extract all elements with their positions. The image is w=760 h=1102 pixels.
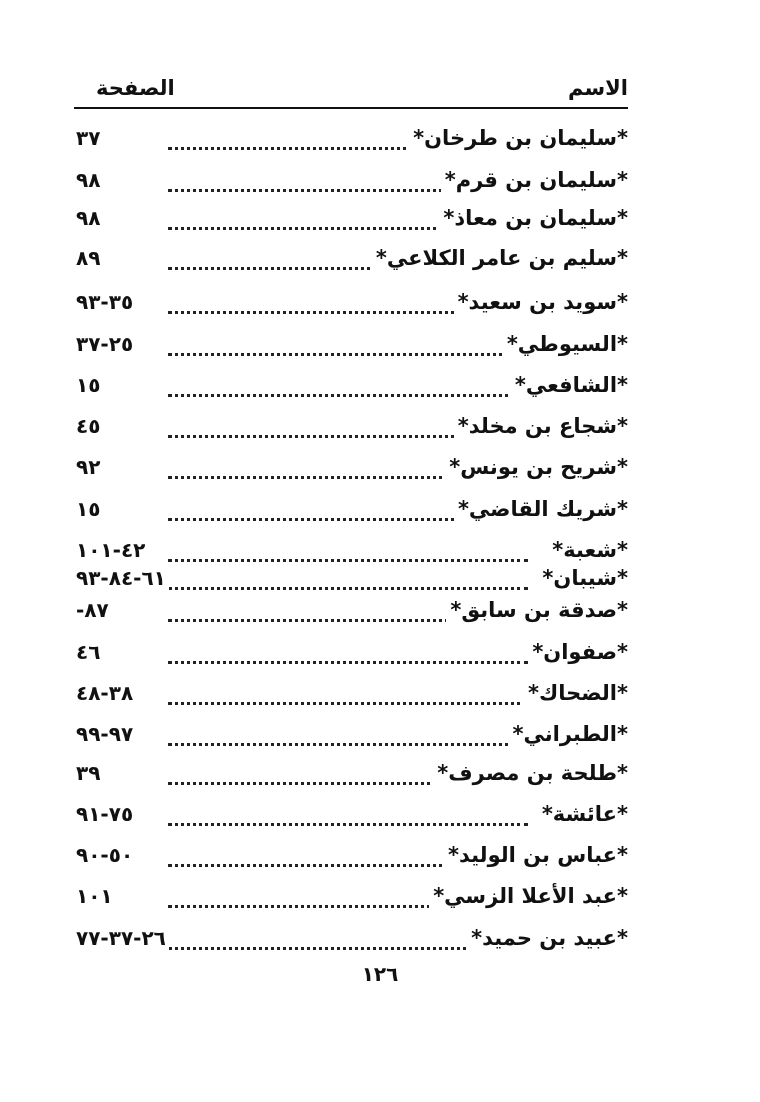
dot-leader <box>168 386 528 397</box>
entry-pages: ٨٩ <box>76 246 103 270</box>
list-item <box>74 204 628 238</box>
entry-pages: ٧٥-٩١ <box>76 802 136 826</box>
list-item <box>74 841 628 875</box>
entry-name: *عبد الأعلا الزسي* <box>429 884 628 908</box>
entry-pages: ٩٨ <box>76 206 103 230</box>
entry-pages: ٢٦-٣٧-٧٧ <box>76 926 169 950</box>
entry-name: *الطبراني* <box>509 722 628 746</box>
entry-name: *الشافعي* <box>511 373 628 397</box>
list-item <box>74 453 628 487</box>
list-item <box>74 244 628 278</box>
entry-pages: ٣٩ <box>76 761 103 785</box>
entry-name: *صدقة بن سابق* <box>446 598 628 622</box>
dot-leader <box>168 551 528 562</box>
entry-pages: ٣٥-٩٣ <box>76 290 136 314</box>
list-item <box>74 800 628 834</box>
entry-pages: ٩٢ <box>76 455 103 479</box>
entry-name: *شريك القاضي* <box>454 497 628 521</box>
entry-name: *سليمان بن معاذ* <box>439 206 628 230</box>
entry-name: *شيبان* <box>538 566 628 590</box>
page-column-heading: الصفحة <box>96 76 175 100</box>
list-item <box>74 495 628 529</box>
entry-name: *شعبة* <box>548 538 628 562</box>
dot-leader <box>168 694 528 705</box>
entry-pages: ٨٧- <box>76 598 112 622</box>
table-header <box>72 72 628 106</box>
entry-name: *صفوان* <box>528 640 628 664</box>
entry-name: *عبيد بن حميد* <box>467 926 628 950</box>
list-item <box>74 330 628 364</box>
list-item <box>74 720 628 754</box>
entry-pages: ١٠١ <box>76 884 116 908</box>
header-rule <box>74 107 628 109</box>
list-item <box>74 924 628 958</box>
entry-name: *سليمان بن قرم* <box>441 168 628 192</box>
list-item <box>74 124 628 158</box>
entry-name: *سليم بن عامر الكلاعي* <box>372 246 628 270</box>
entry-name: *شريح بن يونس* <box>445 455 628 479</box>
entry-pages: ٣٨-٤٨ <box>76 681 136 705</box>
list-item <box>74 882 628 916</box>
dot-leader <box>168 653 528 664</box>
dot-leader <box>168 815 528 826</box>
dot-leader <box>168 579 528 590</box>
entry-pages: ١٥ <box>76 497 103 521</box>
entry-name: *طلحة بن مصرف* <box>433 761 628 785</box>
entry-pages: ٤٥ <box>76 414 103 438</box>
entry-name: *عائشة* <box>538 802 628 826</box>
entry-pages: ٥٠-٩٠ <box>76 843 136 867</box>
entry-pages: ٦١-٨٤-٩٣ <box>76 566 169 590</box>
page-number: ١٢٦ <box>361 962 399 986</box>
entry-pages: ٤٦ <box>76 640 103 664</box>
list-item <box>74 166 628 200</box>
entry-name: *عباس بن الوليد* <box>444 843 628 867</box>
list-item <box>74 564 628 598</box>
entry-pages: ١٥ <box>76 373 103 397</box>
entry-pages: ٤٢-١٠١ <box>76 538 148 562</box>
dot-leader <box>168 345 528 356</box>
entry-name: *شجاع بن مخلد* <box>454 414 628 438</box>
entry-pages: ٣٧ <box>76 126 103 150</box>
entry-pages: ٢٥-٣٧ <box>76 332 136 356</box>
list-item <box>74 679 628 713</box>
name-column-heading: الاسم <box>568 76 628 100</box>
list-item <box>74 759 628 793</box>
dot-leader <box>168 735 528 746</box>
list-item <box>74 412 628 446</box>
entry-name: *الضحاك* <box>524 681 628 705</box>
entry-pages: ٩٧-٩٩ <box>76 722 136 746</box>
entry-name: *السيوطي* <box>503 332 628 356</box>
entry-name: *سويد بن سعيد* <box>454 290 628 314</box>
list-item <box>74 371 628 405</box>
list-item <box>74 288 628 322</box>
list-item <box>74 638 628 672</box>
list-item <box>74 596 628 630</box>
entry-name: *سليمان بن طرخان* <box>409 126 628 150</box>
entry-pages: ٩٨ <box>76 168 103 192</box>
